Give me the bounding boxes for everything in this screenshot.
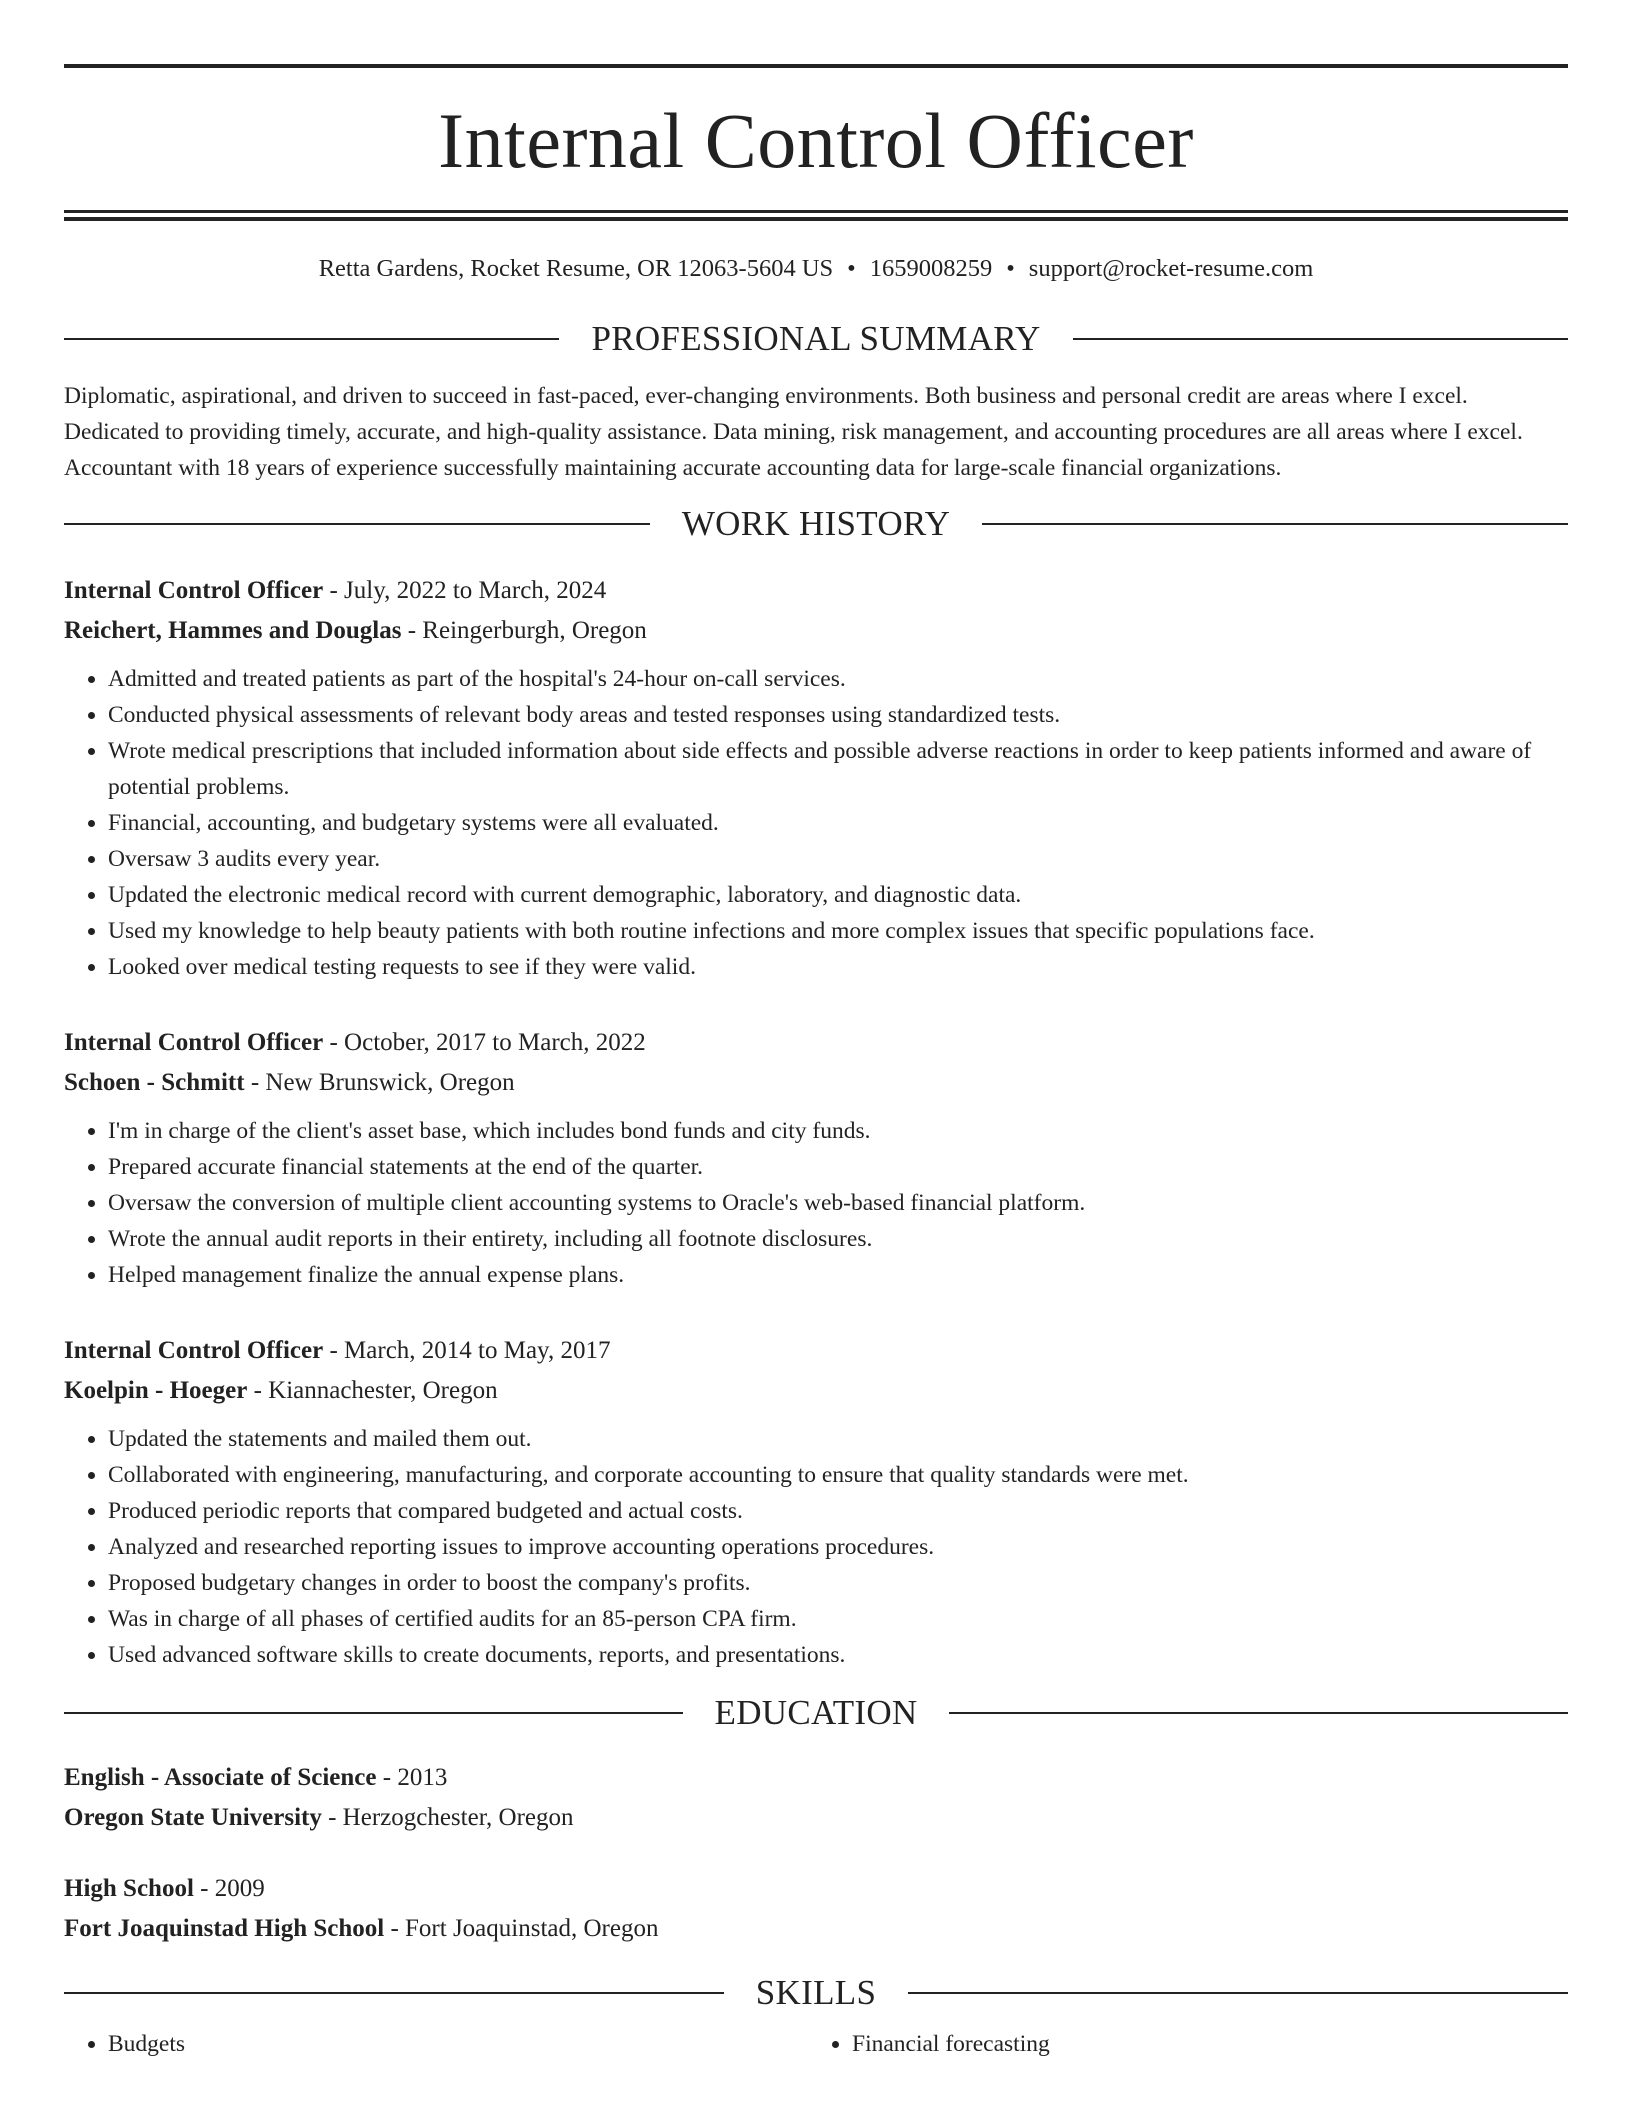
list-item: • Prepared accurate financial statements at the end of the quarter. bbox=[108, 1149, 1568, 1185]
contact-line bbox=[64, 254, 1568, 283]
education-entry bbox=[64, 1869, 1568, 1949]
section-rule bbox=[64, 1712, 683, 1714]
education-location: - Fort Joaquinstad, Oregon bbox=[384, 1915, 659, 1943]
section-rule bbox=[982, 523, 1568, 525]
education-school: Oregon State University bbox=[64, 1804, 322, 1832]
job-dates: - October, 2017 to March, 2022 bbox=[323, 1029, 646, 1057]
list-item: • Updated the electronic medical record with current demographic, laboratory, and diagnostic data. bbox=[108, 877, 1568, 913]
skill-item: • Budgets bbox=[108, 2026, 808, 2062]
education-degree: High School bbox=[64, 1875, 194, 1903]
section-rule bbox=[908, 1992, 1568, 1994]
section-rule bbox=[1073, 338, 1568, 340]
education-school: Fort Joaquinstad High School bbox=[64, 1915, 385, 1943]
list-item: • Updated the statements and mailed them out. bbox=[108, 1421, 1568, 1457]
section-title: PROFESSIONAL SUMMARY bbox=[591, 319, 1041, 359]
section-rule bbox=[64, 338, 559, 340]
section-title: EDUCATION bbox=[714, 1693, 918, 1733]
list-item: • Analyzed and researched reporting issues to improve accounting operations procedures. bbox=[108, 1529, 1568, 1565]
job-company-line bbox=[64, 1063, 1568, 1103]
section-header-education bbox=[64, 1693, 1568, 1733]
job-title-line bbox=[64, 1023, 1568, 1063]
job-entry bbox=[64, 1023, 1568, 1293]
section-title: WORK HISTORY bbox=[681, 504, 951, 544]
education-degree-line bbox=[64, 1758, 1568, 1798]
skills-column-right bbox=[808, 2026, 1552, 2062]
job-company-line bbox=[64, 1371, 1568, 1411]
list-item: • Proposed budgetary changes in order to boost the company's profits. bbox=[108, 1565, 1568, 1601]
education-school-line bbox=[64, 1798, 1568, 1838]
list-item: • Used my knowledge to help beauty patients with both routine infections and more complex issues that specific populations face. bbox=[108, 913, 1568, 949]
section-rule bbox=[949, 1712, 1568, 1714]
job-company-line bbox=[64, 611, 1568, 651]
skills-column-left bbox=[64, 2026, 808, 2062]
contact-separator: • bbox=[847, 255, 856, 282]
contact-email: support@rocket-resume.com bbox=[1028, 255, 1314, 282]
job-title: Internal Control Officer bbox=[64, 577, 324, 605]
list-item: • Collaborated with engineering, manufacturing, and corporate accounting to ensure that quality standards were met. bbox=[108, 1457, 1568, 1493]
section-header-summary bbox=[64, 319, 1568, 359]
job-title-line bbox=[64, 571, 1568, 611]
job-company: Schoen - Schmitt bbox=[64, 1069, 245, 1097]
list-item: • I'm in charge of the client's asset base, which includes bond funds and city funds. bbox=[108, 1113, 1568, 1149]
list-item: • Helped management finalize the annual expense plans. bbox=[108, 1257, 1568, 1293]
section-header-skills bbox=[64, 1973, 1568, 2013]
top-rule bbox=[64, 64, 1568, 68]
contact-address: Retta Gardens, Rocket Resume, OR 12063-5604 US bbox=[318, 255, 834, 282]
job-location: - Reingerburgh, Oregon bbox=[401, 617, 647, 645]
education-degree-line bbox=[64, 1869, 1568, 1909]
job-company: Koelpin - Hoeger bbox=[64, 1377, 248, 1405]
list-item: • Produced periodic reports that compared budgeted and actual costs. bbox=[108, 1493, 1568, 1529]
contact-phone: 1659008259 bbox=[869, 255, 993, 282]
job-bullets bbox=[64, 1421, 1568, 1673]
resume-page bbox=[64, 64, 1568, 2062]
job-location: - Kiannachester, Oregon bbox=[247, 1377, 498, 1405]
list-item: • Was in charge of all phases of certified audits for an 85-person CPA firm. bbox=[108, 1601, 1568, 1637]
job-dates: - March, 2014 to May, 2017 bbox=[323, 1337, 611, 1365]
list-item: • Oversaw 3 audits every year. bbox=[108, 841, 1568, 877]
section-rule bbox=[64, 1992, 724, 1994]
list-item: • Looked over medical testing requests to see if they were valid. bbox=[108, 949, 1568, 985]
job-title: Internal Control Officer bbox=[64, 1029, 324, 1057]
education-year: - 2009 bbox=[193, 1875, 265, 1903]
list-item: • Used advanced software skills to create documents, reports, and presentations. bbox=[108, 1637, 1568, 1673]
list-item: • Wrote medical prescriptions that included information about side effects and possible adverse reactions in order to keep patients informed and aware of potential problems. bbox=[108, 733, 1568, 805]
title-double-rule bbox=[64, 210, 1568, 221]
contact-separator: • bbox=[1006, 255, 1015, 282]
job-title: Internal Control Officer bbox=[64, 1337, 324, 1365]
skill-item: • Financial forecasting bbox=[852, 2026, 1552, 2062]
job-entry bbox=[64, 571, 1568, 985]
job-entry bbox=[64, 1331, 1568, 1673]
job-bullets bbox=[64, 1113, 1568, 1293]
education-year: - 2013 bbox=[376, 1764, 448, 1792]
section-header-work bbox=[64, 504, 1568, 544]
job-dates: - July, 2022 to March, 2024 bbox=[323, 577, 607, 605]
education-location: - Herzogchester, Oregon bbox=[321, 1804, 574, 1832]
list-item: • Admitted and treated patients as part of the hospital's 24-hour on-call services. bbox=[108, 661, 1568, 697]
education-entry bbox=[64, 1758, 1568, 1838]
education-school-line bbox=[64, 1909, 1568, 1949]
section-title: SKILLS bbox=[755, 1973, 877, 2013]
list-item: • Conducted physical assessments of relevant body areas and tested responses using standardized tests. bbox=[108, 697, 1568, 733]
job-location: - New Brunswick, Oregon bbox=[244, 1069, 515, 1097]
section-rule bbox=[64, 523, 650, 525]
job-company: Reichert, Hammes and Douglas bbox=[64, 617, 402, 645]
skills-list bbox=[64, 2026, 1568, 2062]
list-item: • Oversaw the conversion of multiple client accounting systems to Oracle's web-based financial platform. bbox=[108, 1185, 1568, 1221]
job-title-line bbox=[64, 1331, 1568, 1371]
job-bullets bbox=[64, 661, 1568, 985]
resume-title: Internal Control Officer bbox=[438, 97, 1194, 184]
list-item: • Financial, accounting, and budgetary systems were all evaluated. bbox=[108, 805, 1568, 841]
education-degree: English - Associate of Science bbox=[64, 1764, 377, 1792]
summary-text: Diplomatic, aspirational, and driven to succeed in fast-paced, ever-changing environments. Both business and personal credit are areas where I excel. Dedicated to providing timely, accurate, and high-quality assistance. Data mining, risk management, and accounting procedures are all areas where I excel. Accountant with 18 years of experience successfully maintaining accurate accounting data for large-scale financial organizations. bbox=[64, 383, 1523, 482]
list-item: • Wrote the annual audit reports in their entirety, including all footnote disclosures. bbox=[108, 1221, 1568, 1257]
